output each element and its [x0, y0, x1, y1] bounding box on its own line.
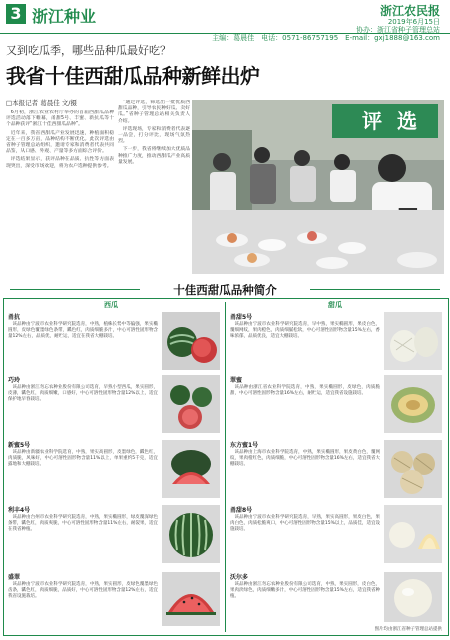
watermelon-photo	[162, 312, 220, 370]
melon-entry	[230, 312, 380, 370]
melon-photo	[384, 440, 442, 498]
variety-name: 巧玲	[8, 377, 21, 384]
variety-name: 沃尔多	[230, 574, 249, 581]
melon-photo	[384, 572, 442, 622]
article-column-2	[118, 100, 190, 274]
paragraph: 评选结果显示，获评品种在品质、抗性等方面表现突出，深受市场欢迎，将为农户选种提供参考。	[6, 157, 114, 169]
variety-name: 翠蜜	[230, 377, 243, 384]
melon-entry	[230, 440, 380, 498]
watermelon-entry	[8, 505, 158, 563]
watermelon-entry	[8, 440, 158, 498]
contact-line-1: 协办：浙江省种子管理总站	[356, 26, 440, 34]
variety-description: 该品种由宁波市农业科学研究院选育，中熟，植株长势中等偏强，果实椭圆形，皮绿色覆墨绿色条带，瓤色红，肉质细脆多汁，中心可溶性固形物含量12%左右，品质优，耐贮运，适宜在我省大棚栽培。	[8, 322, 158, 339]
variety-name: 甬甜5号	[230, 314, 253, 321]
variety-description: 该品种由浙江勿忘农种业股份有限公司选育，早熟小型西瓜，果实圆形，皮薄，瓤色红，肉质细嫩，口感好，中心可溶性固形物含量12%以上，适宜保护地早春栽培。	[8, 385, 158, 402]
paragraph: 近年来，我省西甜瓜产业发展迅速，种植面积稳定在一百多万亩，品种结构不断优化。此次评选由省种子管理总站组织，邀请专家和消费者代表共同品鉴，从口感、外观、产量等多方面综合评价。	[6, 130, 114, 155]
paragraph: “通过评选，筛选出一批优质西甜瓜品种，引导农民种好瓜、卖好瓜。”省种子管理总站相关负责人介绍。	[118, 100, 190, 124]
banner-char: 评	[362, 109, 382, 133]
variety-description: 该品种由台州市农业科学研究院选育，中熟，果实椭圆形，绿皮覆深绿色条带，瓤色红，肉质爽脆，中心可溶性固形物含量11%左右，耐裂果，适宜在我省种植。	[8, 515, 158, 532]
variety-name: 甬甜8号	[230, 507, 253, 514]
variety-name: 甬抗	[8, 314, 21, 321]
header-meta	[212, 18, 440, 42]
contact-line-2: 主编：葛晨佳 电话：0571-86757195 E-mail：gxj1888@163.com	[212, 34, 440, 42]
variety-description: 该品种由宁波市农业科学研究院选育，早熟，果实高圆形，果皮白色，果肉白色，肉质松脆爽口，中心可溶性固形物含量15%以上，品质佳，适宜设施栽培。	[230, 515, 380, 532]
variety-description: 该品种由宁波市农业科学研究院选育，早中熟，果实椭圆形，果皮白色，覆细网纹，果肉橙色，肉质细腻松软，中心可溶性固形物含量15%左右，香味浓郁，品质优良，适宜大棚栽培。	[230, 322, 380, 339]
melon-entry	[230, 572, 380, 624]
watermelon-photo	[162, 505, 220, 563]
variety-description: 该品种由上海市农业科学院选育，中熟，果实椭圆形，果皮黄白色，覆网纹，果肉橙红色，肉质细脆，中心可溶性固形物含量16%左右，适宜我省大棚栽培。	[230, 450, 380, 467]
title-rule-right	[310, 289, 440, 290]
melon-photo	[384, 505, 442, 563]
variety-description: 该品种由新疆农业科学院选育，中熟，果实高圆形，皮墨绿色，瓤色红，肉质脆，风味好，中心可溶性固形物含量11%以上，单果重约5千克，适宜露地和大棚栽培。	[8, 450, 158, 467]
masthead: 浙江农民报	[379, 4, 440, 18]
melon-column-head: 甜瓜	[328, 301, 342, 309]
page-header	[0, 0, 450, 42]
melon-photo	[384, 312, 442, 370]
date-line: 2019年6月15日	[387, 18, 440, 26]
article-column-1	[6, 110, 114, 274]
page-number: 3	[6, 4, 26, 24]
variety-name: 盛翠	[8, 574, 21, 581]
watermelon-photo	[162, 375, 220, 433]
variety-name: 利丰4号	[8, 507, 31, 514]
section-title: 浙江种业	[32, 7, 97, 26]
variety-description: 该品种由浙江勿忘农种业股份有限公司选育，中熟，果实圆形，皮白色，果肉淡绿色，肉质细嫩多汁，中心可溶性固形物含量15%左右，适宜我省种植。	[230, 582, 380, 599]
melon-photo	[384, 375, 442, 433]
melon-entry	[230, 375, 380, 433]
watermelon-column-head: 西瓜	[104, 301, 118, 309]
variety-description: 该品种由浙江省农业科学院选育，中熟，果实椭圆形，皮绿色，肉质脆甜，中心可溶性固形物含量16%左右，耐贮运，适宜我省设施栽培。	[230, 385, 380, 396]
paragraph: 下一步，我省将继续加大优质品种推广力度，推动西甜瓜产业高质量发展。	[118, 147, 190, 165]
article-byline: □本报记者 葛晨佳 文/摄	[6, 99, 77, 107]
banner-char: 选	[397, 109, 417, 133]
variety-name: 新蜜5号	[8, 442, 31, 449]
variety-description: 该品种由宁波市农业科学研究院选育，中熟，果实圆形，皮绿色覆墨绿色齿条，瓤色红，肉质细脆，品质好，中心可溶性固形物含量12%左右，适宜我省设施栽培。	[8, 582, 158, 599]
list-title: 十佳西甜瓜品种简介	[173, 283, 277, 297]
variety-name: 东方蜜1号	[230, 442, 259, 449]
watermelon-entry	[8, 375, 158, 433]
watermelon-photo	[162, 572, 220, 626]
article-title: 我省十佳西甜瓜品种新鲜出炉	[6, 64, 260, 88]
paragraph: 6月初，浙江农业农村厅举办的首届西甜瓜品种评选活动落下帷幕，甬甜5号、丰蜜、新抗瓜等十个品种获评“浙江十佳西甜瓜品种”。	[6, 110, 114, 128]
melon-entry	[230, 505, 380, 563]
article-kicker: 又到吃瓜季，哪些品种瓜最好吃？	[6, 44, 171, 57]
watermelon-entry	[8, 572, 158, 628]
photo-credit: 图片均由浙江省种子管理总站提供	[374, 627, 442, 632]
watermelon-entry	[8, 312, 158, 370]
paragraph: 评选现场，专家和消费者代表逐一品尝，打分评比，现场气氛热烈。	[118, 126, 190, 145]
column-divider	[225, 302, 226, 632]
watermelon-photo	[162, 440, 220, 498]
event-photo	[192, 100, 444, 274]
